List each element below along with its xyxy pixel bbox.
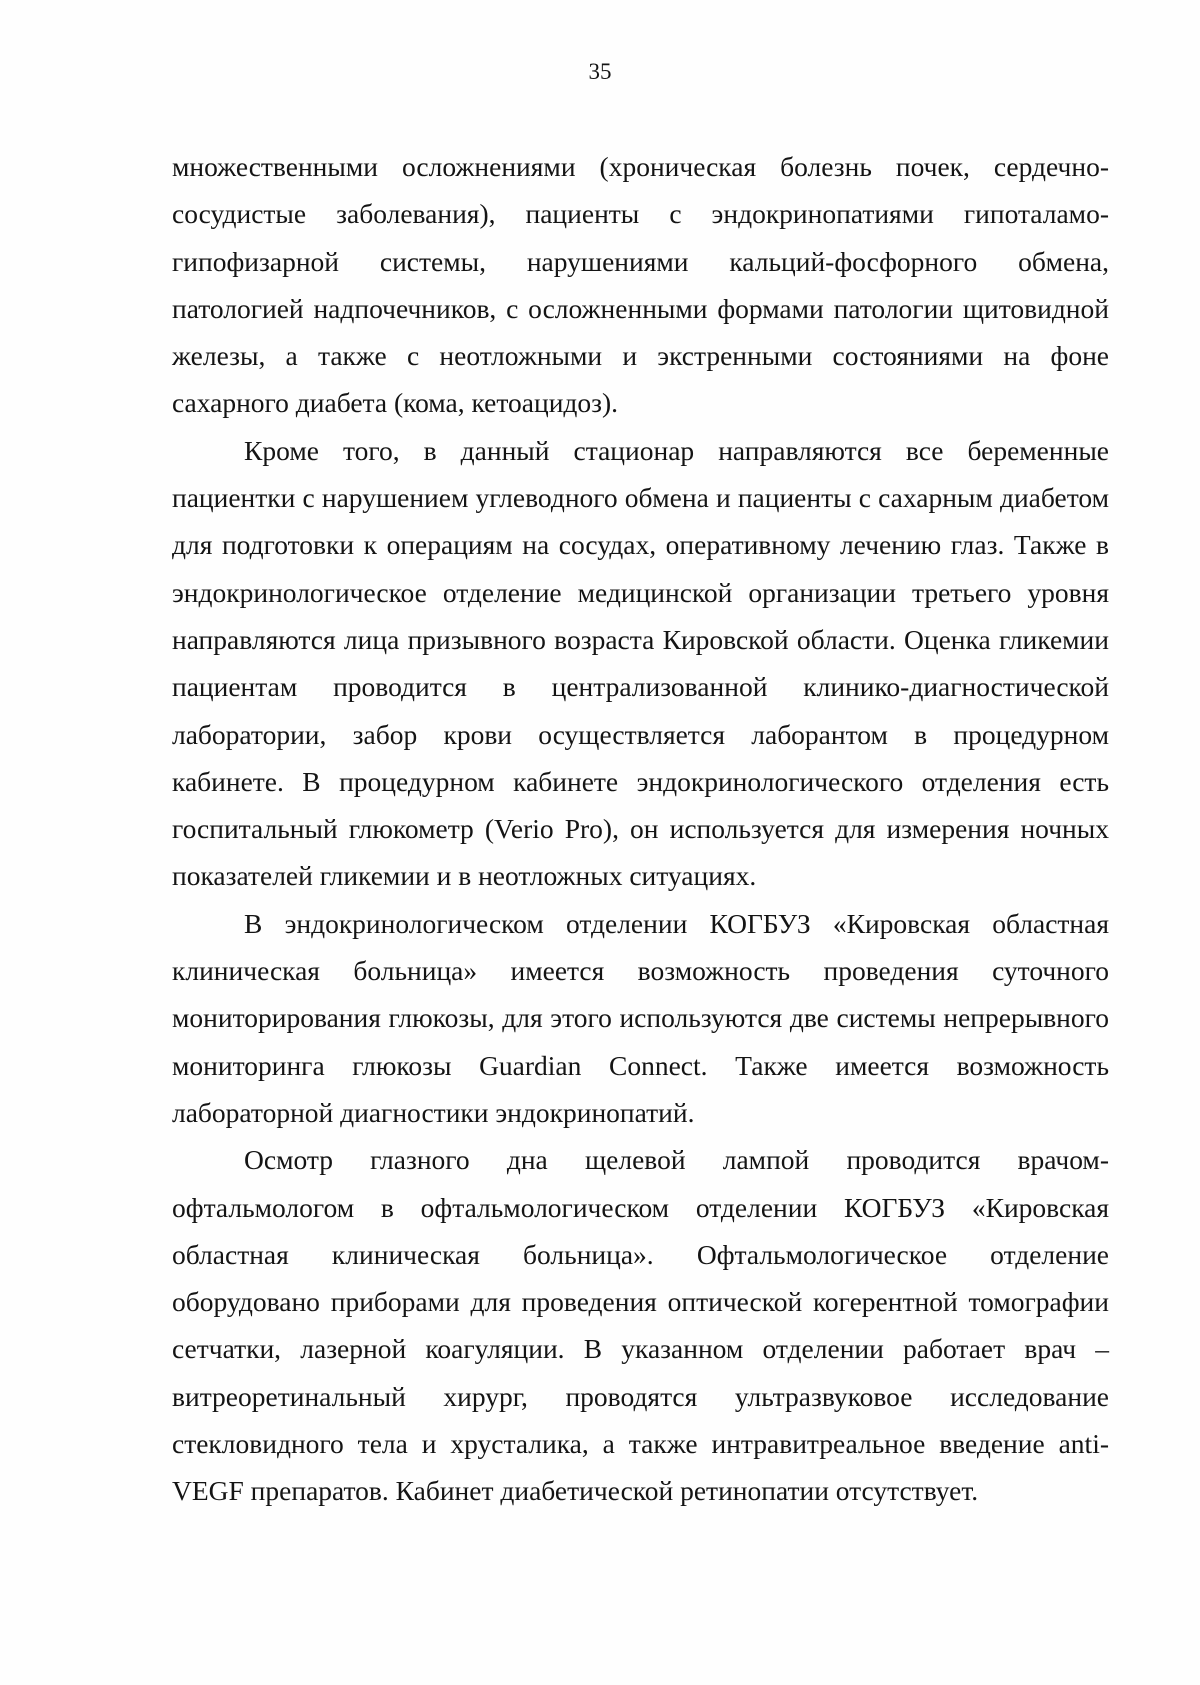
paragraph-continuation: множественными осложнениями (хроническая болезнь почек, сердечно-сосудистые заболевания), пациенты с эндокринопатиями гипоталамо-гипофизарной системы, нарушениями кальций-фосфорного обмена, патологией надпочечников, с осложненными формами патологии щитовидной железы, а также с неотложными и экстренными состояниями на фоне сахарного диабета (кома, кетоацидоз). <box>172 151 1109 419</box>
page-number: 35 <box>588 59 612 84</box>
document-body <box>172 143 1109 1515</box>
paragraph-hospital-referrals: Кроме того, в данный стационар направляются все беременные пациентки с нарушением углеводного обмена и пациенты с сахарным диабетом для подготовки к операциям на сосудах, оперативному лечению глаз. Также в эндокринологическое отделение медицинской организации третьего уровня направляются лица призывного возраста Кировской области. Оценка гликемии пациентам проводится в централизованной клинико-диагностической лаборатории, забор крови осуществляется лаборантом в процедурном кабинете. В процедурном кабинете эндокринологического отделения есть госпитальный глюкометр (Verio Pro), он используется для измерения ночных показателей гликемии и в неотложных ситуациях. <box>172 434 1109 892</box>
paragraph-glucose-monitoring: В эндокринологическом отделении КОГБУЗ «Кировская областная клиническая больница» имеется возможность проведения суточного мониторирования глюкозы, для этого используются две системы непрерывного мониторинга глюкозы Guardian Connect. Также имеется возможность лабораторной диагностики эндокринопатий. <box>172 907 1109 1128</box>
paragraph-ophthalmology: Осмотр глазного дна щелевой лампой проводится врачом-офтальмологом в офтальмологическом отделении КОГБУЗ «Кировская областная клиническая больница». Офтальмологическое отделение оборудовано приборами для проведения оптической когерентной томографии сетчатки, лазерной коагуляции. В указанном отделении работает врач – витреоретинальный хирург, проводятся ультразвуковое исследование стекловидного тела и хрусталика, а также интравитреальное введение anti-VEGF препаратов. Кабинет диабетической ретинопатии отсутствует. <box>172 1144 1109 1507</box>
